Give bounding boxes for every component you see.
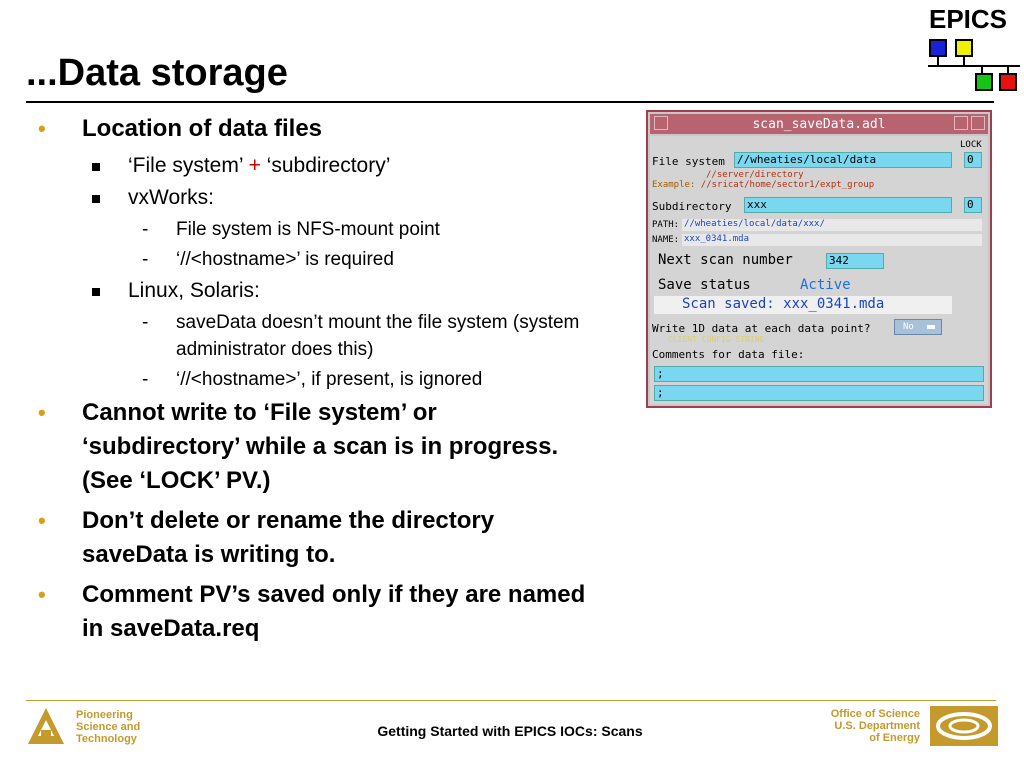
path-value: //wheaties/local/data/xxx/ <box>682 219 982 231</box>
comments-label: Comments for data file: <box>652 348 805 361</box>
save-status-value: Active <box>800 277 851 293</box>
footer-left-text: Pioneering Science and Technology <box>76 709 141 745</box>
path-label: PATH: <box>652 220 680 230</box>
bullet-list <box>38 112 598 652</box>
footer-right-text: Office of Science U.S. Department of Energy <box>830 708 920 744</box>
sub-sub-bullet: - saveData doesn’t mount the file system (system administrator does this) <box>142 312 580 360</box>
scan-savedata-window <box>646 110 992 408</box>
bullet-dot-icon: • <box>38 508 46 533</box>
example-line: Example: //sricat/home/sector1/expt_group <box>652 180 875 190</box>
subdirectory-label: Subdirectory <box>652 200 732 213</box>
slide-title: ...Data storage <box>26 52 288 94</box>
sub-sub-bullet: - ‘//<hostname>’ is required <box>142 249 394 270</box>
format-hint: //server/directory <box>706 170 804 180</box>
maximize-icon[interactable] <box>971 116 985 130</box>
square-bullet-icon <box>92 163 100 171</box>
next-scan-input[interactable]: 342 <box>826 253 884 269</box>
title-divider <box>26 101 994 103</box>
window-title: scan_saveData.adl <box>752 117 886 132</box>
file-system-label: File system <box>652 155 725 168</box>
next-scan-label: Next scan number <box>658 252 793 268</box>
epics-logo <box>924 2 1024 98</box>
epics-logo-text: EPICS <box>929 4 1008 34</box>
footer-divider <box>26 700 996 701</box>
client-config-string: CLIENT CONFIG STRING <box>668 335 765 344</box>
bullet-dont-delete: • Don’t delete or rename the directory saveData is writing to. <box>38 504 598 572</box>
window-titlebar[interactable] <box>650 114 988 134</box>
save-status-label: Save status <box>658 277 751 293</box>
write-1d-menu[interactable]: No <box>894 319 942 335</box>
bullet-comment-pvs: • Comment PV’s saved only if they are named in saveData.req <box>38 578 598 646</box>
doe-logo-icon <box>930 706 998 746</box>
subdirectory-input[interactable]: xxx <box>744 197 952 213</box>
scan-saved-message: Scan saved: xxx_0341.mda <box>654 296 952 314</box>
sub-bullet-filesystem: ‘File system’ + ‘subdirectory’ <box>38 152 598 180</box>
name-label: NAME: <box>652 235 680 245</box>
minimize-icon[interactable] <box>954 116 968 130</box>
bullet-cannot-write: • Cannot write to ‘File system’ or ‘subdirectory’ while a scan is in progress. (See ‘LOCK’ PV.) <box>38 396 598 498</box>
bullet-location: • Location of data files <box>38 112 598 146</box>
sub-bullet-vxworks: vxWorks: <box>38 184 598 212</box>
sub-bullet-linux: Linux, Solaris: <box>38 277 598 305</box>
subdirectory-lock-field[interactable]: 0 <box>964 197 982 213</box>
square-bullet-icon <box>92 288 100 296</box>
file-system-lock-field[interactable]: 0 <box>964 152 982 168</box>
bullet-dot-icon: • <box>38 116 46 141</box>
footer-title: Getting Started with EPICS IOCs: Scans <box>377 723 643 739</box>
window-panel <box>650 136 988 404</box>
bullet-dot-icon: • <box>38 400 46 425</box>
square-bullet-icon <box>92 195 100 203</box>
file-system-input[interactable]: //wheaties/local/data <box>734 152 952 168</box>
comment-input-2[interactable]: ; <box>654 385 984 401</box>
name-value: xxx_0341.mda <box>682 234 982 246</box>
bullet-dot-icon: • <box>38 582 46 607</box>
epics-network-icon <box>924 2 1024 98</box>
sub-sub-bullet: - ‘//<hostname>’, if present, is ignored <box>142 369 483 390</box>
lock-label: LOCK <box>960 140 982 150</box>
argonne-logo-icon <box>26 706 66 746</box>
sub-sub-bullet: - File system is NFS-mount point <box>142 219 440 240</box>
menu-indicator-icon <box>927 325 935 329</box>
comment-input-1[interactable]: ; <box>654 366 984 382</box>
write-1d-label: Write 1D data at each data point? <box>652 322 871 335</box>
